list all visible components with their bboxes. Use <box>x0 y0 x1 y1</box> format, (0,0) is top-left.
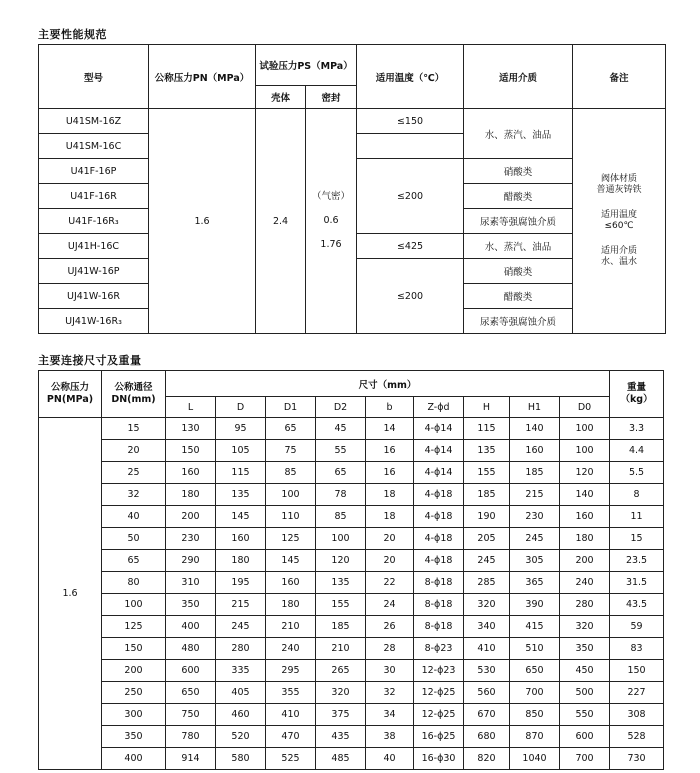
dims-cell: 350 <box>102 726 166 748</box>
table-row <box>39 506 664 528</box>
dims-cell: 195 <box>216 572 266 594</box>
dims-cell: 15 <box>102 418 166 440</box>
dims-cell: 700 <box>510 682 560 704</box>
dims-cell: 30 <box>366 660 414 682</box>
spec-header-medium: 适用介质 <box>464 45 573 109</box>
dims-cell: 1040 <box>510 748 560 770</box>
dims-cell: 155 <box>464 462 510 484</box>
dims-cell: 410 <box>266 704 316 726</box>
dims-cell: 355 <box>266 682 316 704</box>
dims-cell: 215 <box>510 484 560 506</box>
dims-cell: 155 <box>316 594 366 616</box>
dims-cell: 650 <box>510 660 560 682</box>
dims-cell: 650 <box>166 682 216 704</box>
dims-cell: 700 <box>560 748 610 770</box>
table-row <box>39 440 664 462</box>
dims-cell: 16 <box>366 462 414 484</box>
dims-cell: 245 <box>510 528 560 550</box>
dims-cell: 100 <box>266 484 316 506</box>
dims-cell: 160 <box>510 440 560 462</box>
dims-cell: 22 <box>366 572 414 594</box>
table-row <box>39 572 664 594</box>
dims-cell: 100 <box>316 528 366 550</box>
spec-header-ps: 试验压力PS（MPa） <box>256 45 357 86</box>
spec-temp: ≤200 <box>357 259 464 334</box>
dims-cell: 180 <box>166 484 216 506</box>
dims-cell: 140 <box>510 418 560 440</box>
dims-cell: 8 <box>610 484 664 506</box>
remark-medium-value: 水、温水 <box>601 257 638 267</box>
dims-cell: 78 <box>316 484 366 506</box>
dims-cell: 320 <box>560 616 610 638</box>
dims-cell: 65 <box>266 418 316 440</box>
dims-cell: 20 <box>366 550 414 572</box>
dims-cell: 31.5 <box>610 572 664 594</box>
spec-medium: 醋酸类 <box>464 184 573 209</box>
dims-cell: 350 <box>560 638 610 660</box>
dims-section-title: 主要连接尺寸及重量 <box>38 354 142 367</box>
dims-cell: 20 <box>366 528 414 550</box>
table-row <box>39 594 664 616</box>
dims-cell: 125 <box>102 616 166 638</box>
spec-header-temp: 适用温度（℃） <box>357 45 464 109</box>
dims-cell: 528 <box>610 726 664 748</box>
dims-cell: 210 <box>266 616 316 638</box>
dims-cell: 230 <box>166 528 216 550</box>
dims-header-dn-unit: DN(mm) <box>111 394 156 405</box>
dims-cell: 125 <box>266 528 316 550</box>
dims-cell: 55 <box>316 440 366 462</box>
spec-model: U41F-16R <box>39 184 149 209</box>
dims-cell: 160 <box>166 462 216 484</box>
dims-cell: 320 <box>316 682 366 704</box>
dims-cell: 15 <box>610 528 664 550</box>
spec-remark-line <box>573 246 665 268</box>
dims-cell: 215 <box>216 594 266 616</box>
dims-cell: 500 <box>560 682 610 704</box>
dims-cell: 25 <box>102 462 166 484</box>
table-row <box>39 550 664 572</box>
dims-cell: 600 <box>560 726 610 748</box>
dims-cell: 115 <box>464 418 510 440</box>
dims-cell: 914 <box>166 748 216 770</box>
table-row <box>39 484 664 506</box>
dims-cell: 280 <box>560 594 610 616</box>
dims-col-header: H <box>464 397 510 418</box>
dims-cell: 185 <box>316 616 366 638</box>
dims-cell: 4-ϕ18 <box>414 550 464 572</box>
dims-cell: 4-ϕ14 <box>414 440 464 462</box>
dims-cell: 150 <box>102 638 166 660</box>
dims-cell: 4-ϕ18 <box>414 506 464 528</box>
dims-cell: 470 <box>266 726 316 748</box>
table-row <box>39 528 664 550</box>
dims-cell: 280 <box>216 638 266 660</box>
table-row <box>39 704 664 726</box>
dims-cell: 245 <box>464 550 510 572</box>
dims-cell: 8-ϕ23 <box>414 638 464 660</box>
dims-cell: 32 <box>366 682 414 704</box>
dims-cell: 83 <box>610 638 664 660</box>
dims-col-header: D1 <box>266 397 316 418</box>
spec-header-remark: 备注 <box>573 45 666 109</box>
dims-cell: 200 <box>166 506 216 528</box>
dims-cell: 160 <box>266 572 316 594</box>
dims-cell: 290 <box>166 550 216 572</box>
dims-cell: 4-ϕ18 <box>414 528 464 550</box>
dims-cell: 16-ϕ25 <box>414 726 464 748</box>
dims-cell: 160 <box>560 506 610 528</box>
spec-medium: 水、蒸汽、油品 <box>464 234 573 259</box>
dims-cell: 85 <box>316 506 366 528</box>
dims-cell: 4-ϕ18 <box>414 484 464 506</box>
dims-cell: 43.5 <box>610 594 664 616</box>
dims-cell: 520 <box>216 726 266 748</box>
dims-col-header: D0 <box>560 397 610 418</box>
dims-header-pn-unit: PN(MPa) <box>46 394 94 405</box>
dims-col-header: Z-ϕd <box>414 397 464 418</box>
dims-cell: 150 <box>166 440 216 462</box>
dims-cell: 320 <box>464 594 510 616</box>
dims-header-dn-label: 公称通径 <box>114 382 153 393</box>
dims-cell: 105 <box>216 440 266 462</box>
spec-header-shell: 壳体 <box>256 86 306 109</box>
dims-cell: 310 <box>166 572 216 594</box>
dims-cell: 200 <box>560 550 610 572</box>
dims-cell: 120 <box>560 462 610 484</box>
table-row <box>39 682 664 704</box>
dims-cell: 190 <box>464 506 510 528</box>
spec-temp: ≤150 <box>357 109 464 134</box>
dims-cell: 240 <box>560 572 610 594</box>
dims-cell: 5.5 <box>610 462 664 484</box>
dims-cell: 130 <box>166 418 216 440</box>
dims-cell: 4-ϕ14 <box>414 462 464 484</box>
spec-header-model: 型号 <box>39 45 149 109</box>
dims-cell: 115 <box>216 462 266 484</box>
dims-col-header: D2 <box>316 397 366 418</box>
dims-cell: 26 <box>366 616 414 638</box>
dims-cell: 285 <box>464 572 510 594</box>
dims-col-header: D <box>216 397 266 418</box>
table-row <box>39 726 664 748</box>
dims-cell: 65 <box>102 550 166 572</box>
dims-cell: 8-ϕ18 <box>414 616 464 638</box>
dims-cell: 3.3 <box>610 418 664 440</box>
dims-cell: 670 <box>464 704 510 726</box>
dims-col-header: b <box>366 397 414 418</box>
spec-model: U41F-16P <box>39 159 149 184</box>
dims-cell: 45 <box>316 418 366 440</box>
dims-cell: 405 <box>216 682 266 704</box>
dims-cell: 227 <box>610 682 664 704</box>
spec-medium: 尿素等强腐蚀介质 <box>464 309 573 334</box>
dims-cell: 40 <box>366 748 414 770</box>
dims-cell: 305 <box>510 550 560 572</box>
remark-temp-value: ≤60℃ <box>604 221 634 231</box>
spec-temp: ≤200 <box>357 159 464 234</box>
dims-cell: 185 <box>464 484 510 506</box>
dims-cell: 308 <box>610 704 664 726</box>
dims-pn-value: 1.6 <box>39 418 102 770</box>
dims-cell: 415 <box>510 616 560 638</box>
dims-cell: 16 <box>366 440 414 462</box>
dims-col-header: H1 <box>510 397 560 418</box>
dims-cell: 180 <box>216 550 266 572</box>
dims-cell: 780 <box>166 726 216 748</box>
remark-medium-label: 适用介质 <box>601 246 638 256</box>
spec-table <box>38 44 666 334</box>
dims-cell: 230 <box>510 506 560 528</box>
spec-medium: 尿素等强腐蚀介质 <box>464 209 573 234</box>
dims-cell: 80 <box>102 572 166 594</box>
dims-cell: 480 <box>166 638 216 660</box>
dims-cell: 4-ϕ14 <box>414 418 464 440</box>
dims-cell: 100 <box>560 418 610 440</box>
dims-cell: 135 <box>216 484 266 506</box>
spec-header-seal: 密封 <box>306 86 357 109</box>
dims-cell: 180 <box>560 528 610 550</box>
dims-cell: 580 <box>216 748 266 770</box>
dims-header-weight <box>610 371 664 418</box>
dims-cell: 145 <box>216 506 266 528</box>
table-row <box>39 660 664 682</box>
dims-cell: 365 <box>510 572 560 594</box>
dims-cell: 11 <box>610 506 664 528</box>
dims-cell: 110 <box>266 506 316 528</box>
dims-cell: 59 <box>610 616 664 638</box>
dims-cell: 560 <box>464 682 510 704</box>
dims-table <box>38 370 664 770</box>
dims-cell: 390 <box>510 594 560 616</box>
dims-cell: 750 <box>166 704 216 726</box>
spec-header-pn: 公称压力PN（MPa） <box>149 45 256 109</box>
dims-cell: 375 <box>316 704 366 726</box>
spec-section-title: 主要性能规范 <box>38 28 107 41</box>
spec-seal-values <box>306 109 357 334</box>
dims-cell: 335 <box>216 660 266 682</box>
table-row <box>39 748 664 770</box>
dims-cell: 680 <box>464 726 510 748</box>
spec-remark-line <box>573 210 665 232</box>
dims-cell: 450 <box>560 660 610 682</box>
dims-cell: 300 <box>102 704 166 726</box>
dims-cell: 135 <box>316 572 366 594</box>
dims-cell: 14 <box>366 418 414 440</box>
dims-cell: 85 <box>266 462 316 484</box>
dims-cell: 550 <box>560 704 610 726</box>
dims-cell: 730 <box>610 748 664 770</box>
remark-temp-label: 适用温度 <box>601 210 638 220</box>
table-row <box>39 616 664 638</box>
dims-cell: 100 <box>560 440 610 462</box>
dims-cell: 12-ϕ25 <box>414 704 464 726</box>
spec-medium: 硝酸类 <box>464 159 573 184</box>
spec-model: UJ41W-16R <box>39 284 149 309</box>
dims-cell: 140 <box>560 484 610 506</box>
dims-cell: 18 <box>366 484 414 506</box>
dims-cell: 100 <box>102 594 166 616</box>
dims-cell: 525 <box>266 748 316 770</box>
dims-cell: 435 <box>316 726 366 748</box>
dims-cell: 530 <box>464 660 510 682</box>
dims-cell: 410 <box>464 638 510 660</box>
remark-material-label: 阀体材质 <box>601 174 638 184</box>
dims-cell: 20 <box>102 440 166 462</box>
dims-cell: 185 <box>510 462 560 484</box>
dims-cell: 32 <box>102 484 166 506</box>
spec-medium: 硝酸类 <box>464 259 573 284</box>
dims-cell: 205 <box>464 528 510 550</box>
spec-remark-line <box>573 174 665 196</box>
dims-cell: 12-ϕ23 <box>414 660 464 682</box>
dims-cell: 38 <box>366 726 414 748</box>
dims-cell: 150 <box>610 660 664 682</box>
dims-cell: 820 <box>464 748 510 770</box>
spec-medium: 水、蒸汽、油品 <box>464 109 573 159</box>
dims-cell: 120 <box>316 550 366 572</box>
dims-cell: 245 <box>216 616 266 638</box>
dims-cell: 250 <box>102 682 166 704</box>
table-row <box>39 462 664 484</box>
table-row <box>39 418 664 440</box>
dims-cell: 295 <box>266 660 316 682</box>
spec-shell-value: 2.4 <box>256 109 306 334</box>
dims-cell: 340 <box>464 616 510 638</box>
spec-medium: 醋酸类 <box>464 284 573 309</box>
spec-model: UJ41W-16R₃ <box>39 309 149 334</box>
spec-temp: ≤425 <box>357 234 464 259</box>
dims-cell: 600 <box>166 660 216 682</box>
dims-cell: 240 <box>266 638 316 660</box>
dims-cell: 180 <box>266 594 316 616</box>
dims-cell: 24 <box>366 594 414 616</box>
dims-cell: 23.5 <box>610 550 664 572</box>
dims-cell: 8-ϕ18 <box>414 572 464 594</box>
spec-seal-06: 0.6 <box>323 215 339 226</box>
dims-cell: 350 <box>166 594 216 616</box>
table-row <box>39 638 664 660</box>
spec-temp-blank <box>357 134 464 159</box>
dims-header-weight-unit: （kg） <box>620 394 653 405</box>
spec-remarks <box>573 109 666 334</box>
spec-model: UJ41H-16C <box>39 234 149 259</box>
dims-header-dn <box>102 371 166 418</box>
dims-cell: 460 <box>216 704 266 726</box>
dims-cell: 34 <box>366 704 414 726</box>
dims-header-size: 尺寸（mm） <box>166 371 610 397</box>
dims-cell: 40 <box>102 506 166 528</box>
dims-cell: 4.4 <box>610 440 664 462</box>
dims-cell: 400 <box>102 748 166 770</box>
spec-seal-gas: （气密） <box>312 191 351 202</box>
dims-cell: 200 <box>102 660 166 682</box>
spec-model: U41F-16R₃ <box>39 209 149 234</box>
dims-cell: 265 <box>316 660 366 682</box>
dims-cell: 95 <box>216 418 266 440</box>
dims-cell: 850 <box>510 704 560 726</box>
remark-material-value: 普通灰铸铁 <box>596 185 642 195</box>
spec-seal-176: 1.76 <box>320 239 342 250</box>
dims-cell: 28 <box>366 638 414 660</box>
dims-cell: 65 <box>316 462 366 484</box>
dims-cell: 135 <box>464 440 510 462</box>
dims-cell: 145 <box>266 550 316 572</box>
dims-cell: 870 <box>510 726 560 748</box>
dims-header-pn-label: 公称压力 <box>50 382 89 393</box>
dims-cell: 16-ϕ30 <box>414 748 464 770</box>
dims-header-weight-label: 重量 <box>627 382 647 393</box>
spec-pn-value: 1.6 <box>149 109 256 334</box>
spec-model: U41SM-16Z <box>39 109 149 134</box>
dims-cell: 160 <box>216 528 266 550</box>
dims-cell: 18 <box>366 506 414 528</box>
dims-cell: 50 <box>102 528 166 550</box>
dims-cell: 12-ϕ25 <box>414 682 464 704</box>
dims-cell: 510 <box>510 638 560 660</box>
dims-cell: 8-ϕ18 <box>414 594 464 616</box>
dims-cell: 485 <box>316 748 366 770</box>
dims-header-pn <box>39 371 102 418</box>
dims-col-header: L <box>166 397 216 418</box>
dims-cell: 210 <box>316 638 366 660</box>
spec-model: U41SM-16C <box>39 134 149 159</box>
dims-cell: 400 <box>166 616 216 638</box>
spec-model: UJ41W-16P <box>39 259 149 284</box>
dims-cell: 75 <box>266 440 316 462</box>
